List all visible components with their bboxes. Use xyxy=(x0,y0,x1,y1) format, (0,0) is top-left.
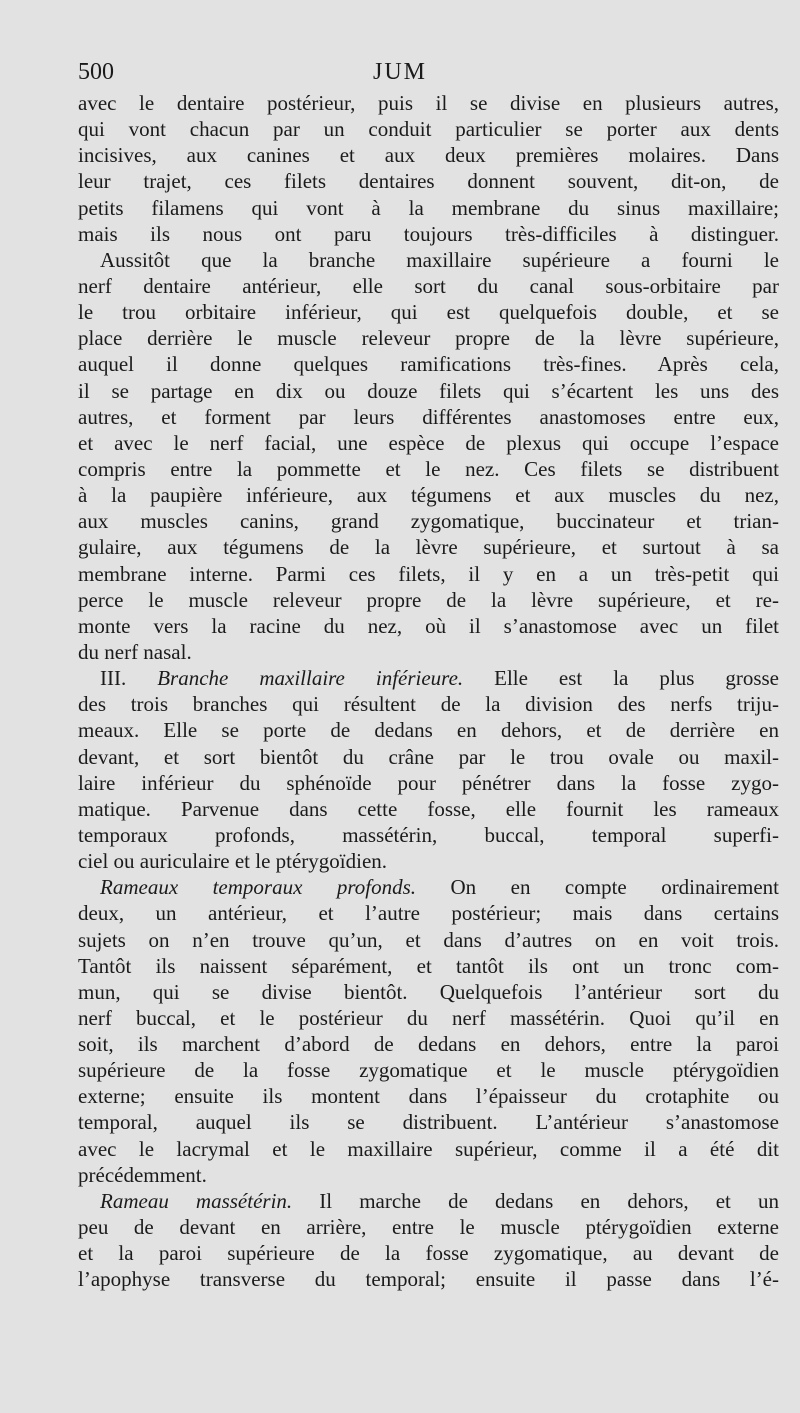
line-text: nerf dentaire antérieur, elle sort du canal sous-orbitaire par xyxy=(78,273,779,298)
line-text: monte vers la racine du nez, où il s’anastomose avec un filet xyxy=(78,613,779,638)
section-number: III. xyxy=(100,666,158,691)
line-text: deux, un antérieur, et l’autre postérieur; mais dans certains xyxy=(78,901,779,926)
text-line xyxy=(78,639,779,665)
text-line xyxy=(78,1057,779,1083)
text-line xyxy=(78,1214,779,1240)
line-text: l’apophyse transverse du temporal; ensuite il passe dans l’é- xyxy=(78,1267,779,1292)
line-text: et avec le nerf facial, une espèce de plexus qui occupe l’espace xyxy=(78,430,779,455)
text-line xyxy=(78,221,779,247)
line-text: On en compte ordinairement xyxy=(416,875,779,900)
italic-heading: Branche maxillaire inférieure. xyxy=(157,666,464,691)
line-text: meaux. Elle se porte de dedans en dehors, et de derrière en xyxy=(78,718,779,743)
line-text: membrane interne. Parmi ces filets, il y en a un très-petit qui xyxy=(78,561,779,586)
text-line xyxy=(78,325,779,351)
line-text: il se partage en dix ou douze filets qui s’écartent les uns des xyxy=(78,378,779,403)
line-text: à la paupière inférieure, aux tégumens et aux muscles du nez, xyxy=(78,483,779,508)
line-text: du nerf nasal. xyxy=(78,639,192,664)
text-line xyxy=(78,378,779,404)
line-text: soit, ils marchent d’abord de dedans en dehors, entre la paroi xyxy=(78,1032,779,1057)
line-text: des trois branches qui résultent de la division des nerfs triju- xyxy=(78,692,779,717)
text-line xyxy=(78,1083,779,1109)
text-line xyxy=(78,1031,779,1057)
line-text: mais ils nous ont paru toujours très-difficiles à distinguer. xyxy=(78,221,779,246)
running-head: JUM xyxy=(372,59,427,85)
text-line xyxy=(78,1162,779,1188)
text-line xyxy=(78,848,779,874)
text-line xyxy=(78,299,779,325)
text-line xyxy=(78,1266,779,1292)
text-line xyxy=(78,116,779,142)
line-text: mun, qui se divise bientôt. Quelquefois l’antérieur sort du xyxy=(78,979,779,1004)
text-line xyxy=(78,534,779,560)
text-line xyxy=(78,822,779,848)
line-text: avec le lacrymal et le maxillaire supérieur, comme il a été dit xyxy=(78,1136,779,1161)
text-line xyxy=(78,665,779,691)
text-line xyxy=(78,195,779,221)
line-text: gulaire, aux tégumens de la lèvre supérieure, et surtout à sa xyxy=(78,535,779,560)
text-line xyxy=(78,613,779,639)
line-text: autres, et forment par leurs différentes anastomoses entre eux, xyxy=(78,404,779,429)
text-line xyxy=(78,744,779,770)
line-text: Tantôt ils naissent séparément, et tantôt ils ont un tronc com- xyxy=(78,953,779,978)
line-text: matique. Parvenue dans cette fosse, elle fournit les rameaux xyxy=(78,796,779,821)
text-line xyxy=(78,273,779,299)
line-text: temporaux profonds, massétérin, buccal, temporal superfi- xyxy=(78,822,779,847)
text-line xyxy=(78,430,779,456)
text-line xyxy=(78,404,779,430)
text-line xyxy=(78,1109,779,1135)
italic-heading: Rameau massétérin. xyxy=(100,1188,293,1213)
text-line xyxy=(78,691,779,717)
line-text: leur trajet, ces filets dentaires donnent souvent, dit-on, de xyxy=(78,169,779,194)
text-line xyxy=(78,247,779,273)
line-text: qui vont chacun par un conduit particulier se porter aux dents xyxy=(78,117,779,142)
line-text: externe; ensuite ils montent dans l’épaisseur du crotaphite ou xyxy=(78,1084,779,1109)
text-line xyxy=(78,142,779,168)
line-text: Il marche de dedans en dehors, et un xyxy=(292,1188,779,1213)
line-text: laire inférieur du sphénoïde pour pénétrer dans la fosse zygo- xyxy=(78,770,779,795)
line-text: le trou orbitaire inférieur, qui est quelquefois double, et se xyxy=(78,300,779,325)
text-line xyxy=(78,168,779,194)
text-line xyxy=(78,770,779,796)
line-text: Aussitôt que la branche maxillaire supérieure a fourni le xyxy=(100,247,779,272)
italic-heading: Rameaux temporaux profonds. xyxy=(100,875,417,900)
line-text: place derrière le muscle releveur propre de la lèvre supérieure, xyxy=(78,326,779,351)
line-text: perce le muscle releveur propre de la lèvre supérieure, et re- xyxy=(78,587,779,612)
text-line xyxy=(78,482,779,508)
text-line xyxy=(78,351,779,377)
text-line xyxy=(78,979,779,1005)
line-text: aux muscles canins, grand zygomatique, buccinateur et trian- xyxy=(78,509,779,534)
line-text: précédemment. xyxy=(78,1162,207,1187)
line-text: incisives, aux canines et aux deux premières molaires. Dans xyxy=(78,143,779,168)
text-line xyxy=(78,561,779,587)
line-text: compris entre la pommette et le nez. Ces filets se distribuent xyxy=(78,456,779,481)
text-line xyxy=(78,1005,779,1031)
line-text: peu de devant en arrière, entre le muscle ptérygoïdien externe xyxy=(78,1215,779,1240)
line-text: auquel il donne quelques ramifications très-fines. Après cela, xyxy=(78,352,779,377)
line-text: petits filamens qui vont à la membrane du sinus maxillaire; xyxy=(78,195,779,220)
body-text xyxy=(78,90,779,1292)
text-line xyxy=(78,587,779,613)
text-line xyxy=(78,456,779,482)
text-line xyxy=(78,927,779,953)
line-text: temporal, auquel ils se distribuent. L’antérieur s’anastomose xyxy=(78,1110,779,1135)
line-text: Elle est la plus grosse xyxy=(463,666,779,691)
text-line xyxy=(78,1188,779,1214)
text-line xyxy=(78,717,779,743)
page-number: 500 xyxy=(78,59,114,85)
text-line xyxy=(78,508,779,534)
line-text: supérieure de la fosse zygomatique et le muscle ptérygoïdien xyxy=(78,1058,779,1083)
line-text: et la paroi supérieure de la fosse zygomatique, au devant de xyxy=(78,1241,779,1266)
line-text: avec le dentaire postérieur, puis il se divise en plusieurs autres, xyxy=(78,91,779,115)
text-line xyxy=(78,90,779,116)
text-line xyxy=(78,1136,779,1162)
line-text: sujets on n’en trouve qu’un, et dans d’autres on en voit trois. xyxy=(78,927,779,952)
text-line xyxy=(78,1240,779,1266)
text-line xyxy=(78,874,779,900)
text-line xyxy=(78,900,779,926)
text-line xyxy=(78,796,779,822)
line-text: devant, et sort bientôt du crâne par le trou ovale ou maxil- xyxy=(78,744,779,769)
line-text: nerf buccal, et le postérieur du nerf massétérin. Quoi qu’il en xyxy=(78,1005,779,1030)
line-text: ciel ou auriculaire et le ptérygoïdien. xyxy=(78,849,388,874)
text-line xyxy=(78,953,779,979)
